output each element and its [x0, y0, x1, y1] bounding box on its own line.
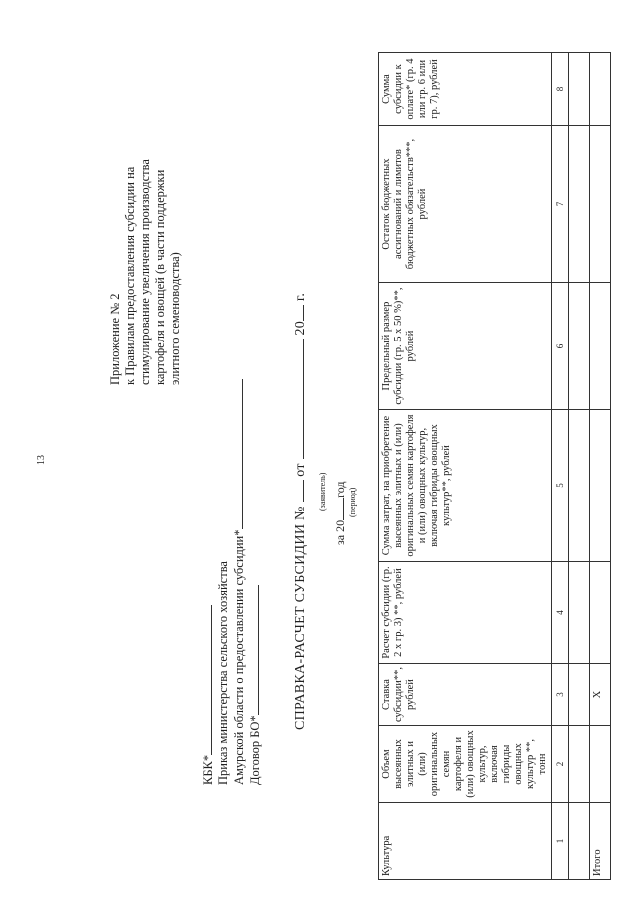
- column-number: 6: [552, 283, 569, 410]
- number-blank: [292, 481, 304, 503]
- header-cell: Предельный размер субсидии (гр. 5 х 50 %)**, рублей: [379, 283, 552, 410]
- column-number: 1: [552, 803, 569, 880]
- empty-cell: [569, 53, 590, 126]
- empty-cell: [590, 126, 611, 283]
- kbk-label: КБК*: [201, 754, 215, 785]
- header-row: [379, 53, 552, 880]
- title-year-suffix: г.: [293, 292, 308, 302]
- total-row: [590, 53, 611, 880]
- annex-block: [108, 125, 183, 385]
- year-blank: [292, 305, 304, 321]
- title-year-prefix: 20: [293, 320, 308, 336]
- period-suffix: год: [333, 481, 347, 498]
- order-line-1: Приказ министерства сельского хозяйства: [216, 561, 230, 785]
- empty-cell: [569, 410, 590, 562]
- annex-heading: Приложение № 2: [108, 293, 122, 385]
- empty-cell: [590, 53, 611, 126]
- empty-cell: [590, 726, 611, 803]
- empty-cell: [569, 126, 590, 283]
- header-cell: Расчет субсидии (гр. 2 х гр. 3) **, рублей: [379, 562, 552, 664]
- period-caption: (период): [348, 487, 357, 517]
- total-label: Итого: [590, 803, 611, 880]
- empty-cell: [569, 664, 590, 726]
- order-line-2: [231, 380, 247, 786]
- title-main: СПРАВКА-РАСЧЕТ СУБСИДИИ №: [293, 506, 308, 730]
- column-number: 8: [552, 53, 569, 126]
- column-number: 5: [552, 410, 569, 562]
- empty-cell: [569, 803, 590, 880]
- empty-cell: [569, 562, 590, 664]
- period-line: [332, 482, 348, 545]
- header-cell: Объем высеянных элитных и (или) оригинальных семян картофеля и (или) овощных культур, включая гибриды овощных культур **, тонн: [379, 726, 552, 803]
- header-cell: Сумма субсидии к оплате* (гр. 4 или гр. 6 или гр. 7), рублей: [379, 53, 552, 126]
- order-blank: [231, 380, 243, 530]
- order-label: Амурской области о предоставлении субсидии*: [232, 529, 246, 785]
- period-blank: [332, 498, 344, 520]
- contract-label: Договор БО*: [248, 715, 262, 785]
- date-blank: [292, 339, 304, 459]
- empty-cell: [569, 726, 590, 803]
- calculation-table: [378, 52, 611, 880]
- annex-text: к Правилам предоставления субсидии на стимулирование увеличения производства картофеля и овощей (в части поддержки элитного семеноводства): [123, 159, 182, 385]
- empty-cell: [590, 410, 611, 562]
- column-number: 7: [552, 126, 569, 283]
- contract-line: [247, 380, 263, 786]
- kbk-line: [200, 380, 216, 786]
- page-title: [292, 293, 309, 730]
- period-prefix: за 20: [333, 519, 347, 545]
- empty-cell: [590, 562, 611, 664]
- reference-block: [200, 380, 263, 786]
- empty-cell: [569, 283, 590, 410]
- applicant-caption: (заявитель): [318, 472, 327, 511]
- page-number: 13: [36, 455, 47, 465]
- column-number: 3: [552, 664, 569, 726]
- empty-cell: [590, 283, 611, 410]
- kbk-blank: [200, 605, 212, 755]
- header-cell: Культура: [379, 803, 552, 880]
- total-mark: X: [590, 664, 611, 726]
- column-number: 4: [552, 562, 569, 664]
- contract-blank: [247, 585, 259, 715]
- header-cell: Остаток бюджетных ассигнований и лимитов бюджетных обязательств***, рублей: [379, 126, 552, 283]
- header-cell: Ставка субсидии**, рублей: [379, 664, 552, 726]
- column-number-row: [552, 53, 569, 880]
- header-cell: Сумма затрат, на приобретение высеянных элитных и (или) оригинальных семян картофеля и (или) овощных культур, включая гибриды овощных культур**, рублей: [379, 410, 552, 562]
- empty-row: [569, 53, 590, 880]
- title-from: от: [293, 463, 308, 477]
- column-number: 2: [552, 726, 569, 803]
